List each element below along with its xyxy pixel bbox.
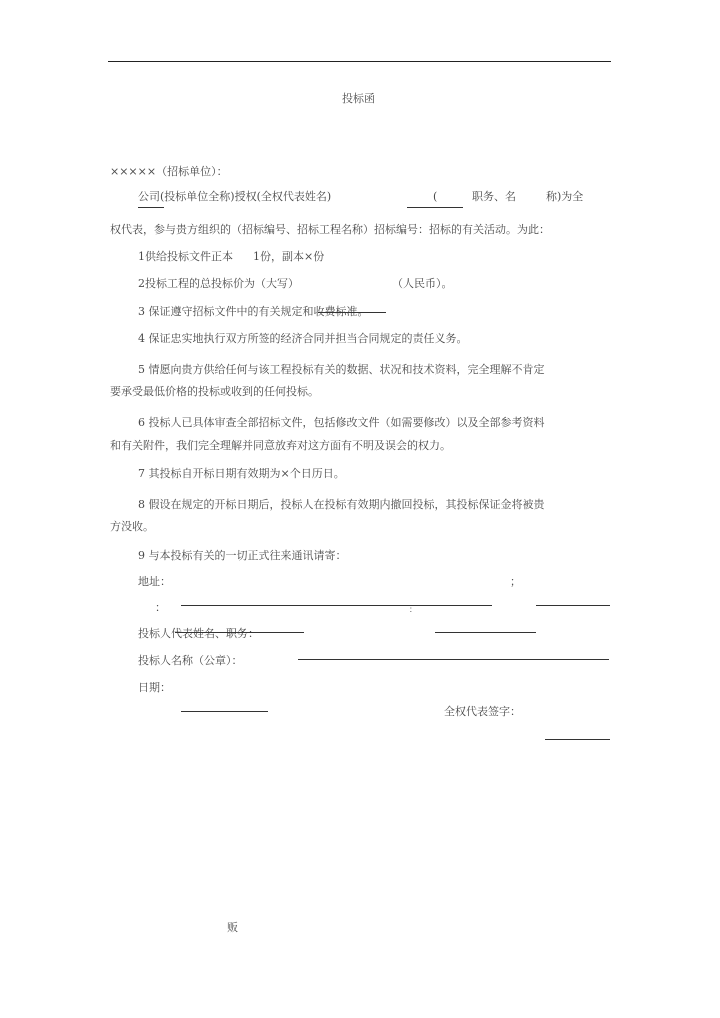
date-label: 日期：	[138, 681, 171, 694]
signature-input-line[interactable]	[545, 739, 610, 740]
item-5a: 5 情愿向贵方供给任何与该工程投标有关的数据、状况和技术资料，完全理解不肯定	[138, 363, 545, 376]
item-2a: 2投标工程的总投标价为（大写）	[138, 277, 299, 290]
rep-input-line[interactable]	[435, 632, 536, 633]
address-colon-small: ：	[409, 605, 417, 614]
signature-label: 全权代表签字：	[444, 705, 521, 718]
date-input-line[interactable]	[181, 711, 268, 712]
item-1a: 1供给投标文件正本	[138, 250, 233, 263]
intro-line2: 权代表，参与贵方组织的（招标编号、招标工程名称）招标编号：招标的有关活动。为此：	[110, 223, 550, 236]
address-line-1[interactable]	[181, 605, 492, 606]
rep-label: 投标人代表姓名、职务：	[138, 627, 259, 640]
item-7: 7 其投标自开标日期有效期为×个日历日。	[138, 467, 345, 480]
address-label: 地址：	[138, 575, 171, 588]
item-6b: 和有关附件，我们完全理解并同意放弃对这方面有不明及误会的权力。	[110, 439, 451, 452]
intro-paren-open: (	[433, 190, 438, 203]
item-9: 9 与本投标有关的一切正式往来通讯请寄：	[138, 549, 347, 562]
item-5b: 要承受最低价格的投标或收到的任何投标。	[110, 385, 319, 398]
item-8a: 8 假设在规定的开标日期后，投标人在投标有效期内撤回投标，其投标保证金将被贵	[138, 498, 545, 511]
item-8b: 方没收。	[110, 520, 154, 533]
item-2b: （人民币）。	[392, 277, 453, 290]
intro-part1: 公司(投标单位全称)授权(全权代表姓名)	[138, 190, 332, 203]
item-3: 3 保证遵守招标文件中的有关规定和收费标准。	[138, 305, 369, 318]
rep-label-underline	[175, 632, 304, 633]
intro-title-end: 称)为全	[546, 190, 584, 203]
blank-company-line	[138, 207, 164, 208]
blank-rep-name-line	[407, 207, 463, 208]
strike-line	[318, 312, 386, 313]
address-colon: ：	[155, 601, 166, 614]
bidder-input-line[interactable]	[298, 659, 609, 660]
item-4: 4 保证忠实地执行双方所签的经济合同并担当合同规定的责任义务。	[138, 332, 468, 345]
footer-char: 贩	[227, 921, 238, 934]
item-6a: 6 投标人已具体审查全部招标文件，包括修改文件（如需要修改）以及全部参考资料	[138, 416, 545, 429]
bidder-label: 投标人名称（公章）：	[138, 654, 243, 667]
address-line-2[interactable]	[536, 605, 610, 606]
document-title: 投标函	[342, 92, 375, 105]
address-semicolon: ；	[510, 575, 521, 588]
item-1b: 1份，副本×份	[253, 250, 325, 263]
addressee: ×××××（招标单位）：	[110, 165, 228, 178]
header-rule	[108, 61, 611, 62]
intro-position: 职务、名	[472, 190, 516, 203]
